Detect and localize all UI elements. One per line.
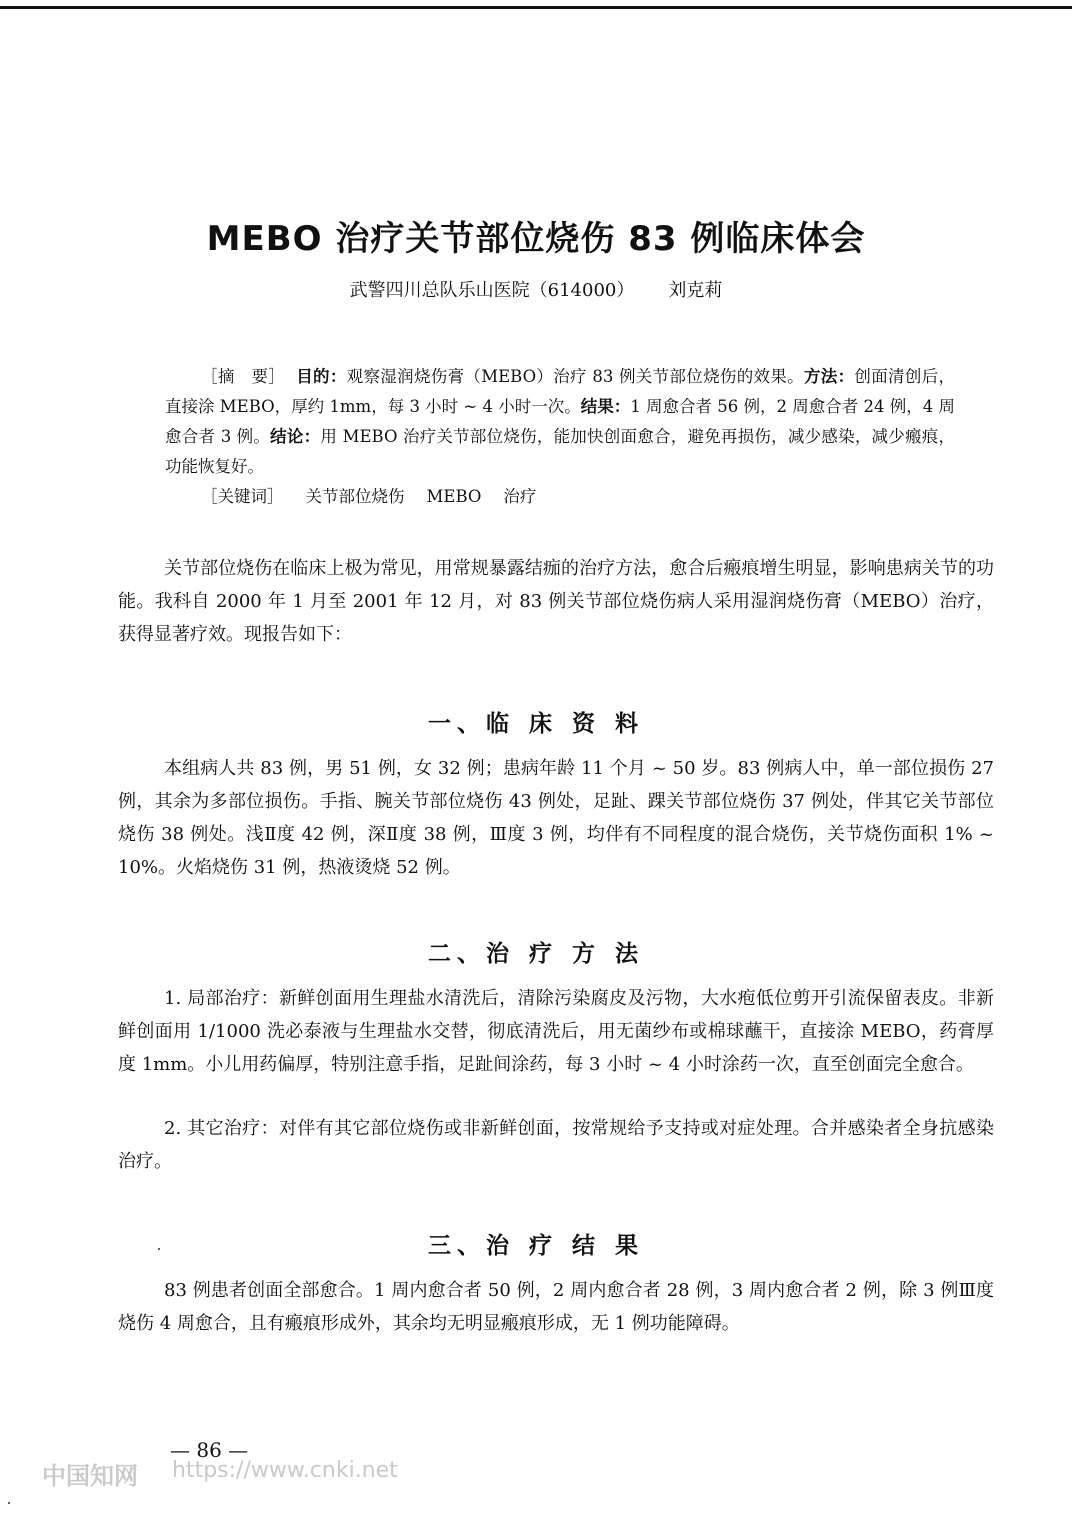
result-label: 结果： bbox=[580, 397, 631, 416]
abstract-block bbox=[165, 362, 955, 512]
abstract-text bbox=[165, 362, 955, 482]
cnki-watermark-url[interactable]: https://www.cnki.net bbox=[172, 1458, 398, 1483]
page-number: — 86 — bbox=[170, 1438, 249, 1462]
objective-text: 观察湿润烧伤膏（MEBO）治疗 83 例关节部位烧伤的效果。 bbox=[346, 367, 804, 386]
objective-label: 目的： bbox=[296, 367, 347, 386]
section-paragraph: 2. 其它治疗：对伴有其它部位烧伤或非新鲜创面，按常规给予支持或对症处理。合并感染者全身抗感染治疗。 bbox=[118, 1118, 994, 1172]
section-heading: 一、临 床 资 料 bbox=[427, 711, 645, 738]
section-paragraph: 本组病人共 83 例，男 51 例，女 32 例；患病年龄 11 个月 ~ 50 岁。83 例病人中，单一部位损伤 27 例，其余为多部位损伤。手指、腕关节部位烧伤 43 例处，足趾、踝关节部位烧伤 37 例处，伴其它关节部位烧伤 38 例处。浅Ⅱ度 42 例，深Ⅱ度 38 例，Ⅲ度 3 例，均伴有不同程度的混合烧伤，关节烧伤面积 1% ~ 10%。火焰烧伤 31 例，热液烫烧 52 例。 bbox=[118, 758, 994, 878]
paper-title: MEBO 治疗关节部位烧伤 83 例临床体会 bbox=[206, 218, 866, 259]
section-paragraph: 1. 局部治疗：新鲜创面用生理盐水清洗后，清除污染腐皮及污物，大水疱低位剪开引流保留表皮。非新鲜创面用 1/1000 洗必泰液与生理盐水交替，彻底清洗后，用无菌纱布或棉球蘸干，直接涂 MEBO，药膏厚度 1mm。小儿用药偏厚，特别注意手指，足趾间涂药，每 3 小时 ~ 4 小时涂药一次，直至创面完全愈合。 bbox=[118, 988, 994, 1075]
abstract-label: ［摘 要］ bbox=[201, 367, 286, 386]
byline bbox=[0, 276, 1072, 302]
intro-paragraph: 关节部位烧伤在临床上极为常见，用常规暴露结痂的治疗方法，愈合后瘢痕增生明显，影响患病关节的功能。我科自 2000 年 1 月至 2001 年 12 月，对 83 例关节部位烧伤病人采用湿润烧伤膏（MEBO）治疗，获得显著疗效。现报告如下： bbox=[118, 558, 994, 645]
conclusion-text: 用 MEBO 治疗关节部位烧伤，能加快创面愈合，避免再损伤，减少感染，减少瘢痕，功能恢复好。 bbox=[165, 427, 955, 476]
section-paragraph: 83 例患者创面全部愈合。1 周内愈合者 50 例，2 周内愈合者 28 例，3 周内愈合者 2 例，除 3 例Ⅲ度烧伤 4 周愈合，且有瘢痕形成外，其余均无明显瘢痕形成，无 1 例功能障碍。 bbox=[118, 1280, 994, 1334]
method-text: 创面清创后，直接涂 MEBO，厚约 1mm，每 3 小时 ~ 4 小时一次。 bbox=[165, 367, 956, 416]
cnki-watermark-logo: 中国知网 bbox=[42, 1462, 138, 1490]
keywords-label: ［关键词］ bbox=[201, 487, 284, 506]
affiliation: 武警四川总队乐山医院（614000） bbox=[349, 280, 635, 301]
author-name: 刘克莉 bbox=[668, 280, 723, 301]
keyword-item: MEBO bbox=[426, 487, 482, 506]
conclusion-label: 结论： bbox=[270, 427, 321, 446]
scan-speck bbox=[158, 1248, 160, 1250]
keyword-item: 关节部位烧伤 bbox=[305, 487, 405, 506]
scan-speck bbox=[8, 1502, 10, 1504]
method-label: 方法： bbox=[803, 367, 855, 386]
section-heading: 二、治 疗 方 法 bbox=[427, 941, 645, 968]
section-heading: 三、治 疗 结 果 bbox=[427, 1233, 645, 1260]
result-text: 1 周愈合者 56 例，2 周愈合者 24 例，4 周愈合者 3 例。 bbox=[165, 397, 956, 446]
keywords-line bbox=[165, 482, 955, 512]
keyword-item: 治疗 bbox=[503, 487, 537, 506]
top-rule bbox=[0, 6, 1072, 9]
